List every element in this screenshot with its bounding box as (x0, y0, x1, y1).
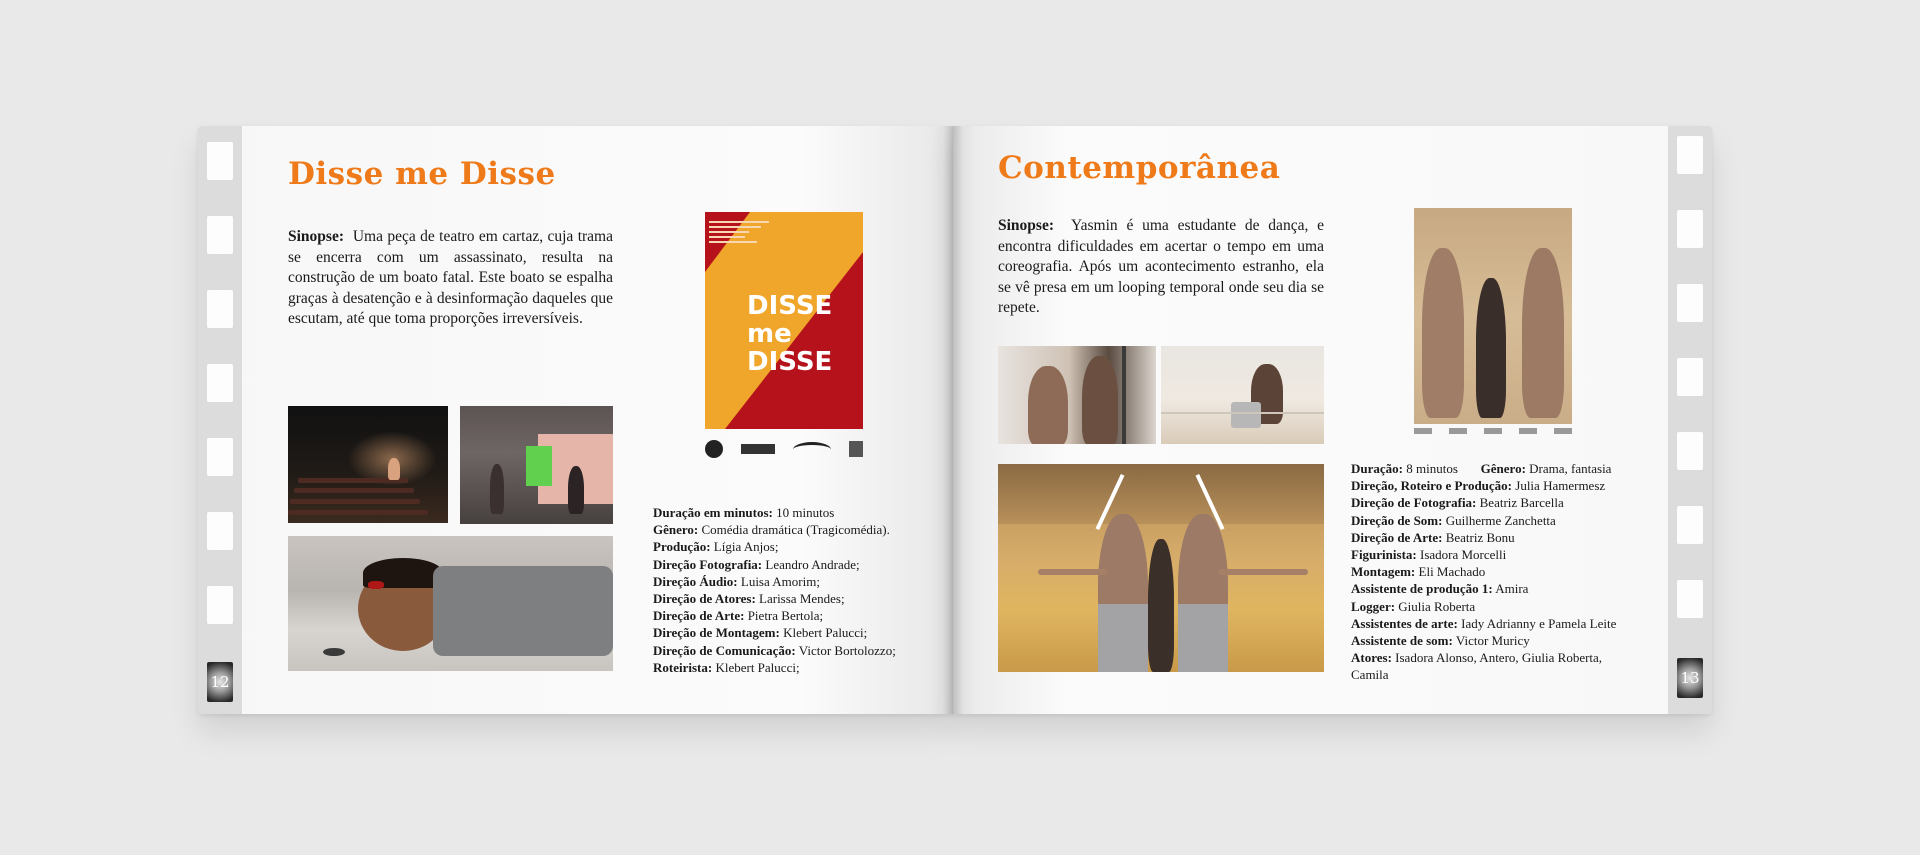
credit-label: Direção de Arte: (1351, 529, 1443, 545)
synopsis (998, 216, 1324, 319)
credit-value: Victor Muricy (1455, 633, 1530, 649)
synopsis-text: Uma peça de teatro em cartaz, cuja trama se encerra com um assassinato, resulta na construção de um boato fatal. Este boato se espalha graças à desatenção e à desinformação daqueles que escutam, até que toma proporções irreversíveis. (288, 228, 613, 327)
credit-value: Iady Adrianny e Pamela Leite (1461, 615, 1617, 631)
credit-value: 8 minutos (1406, 461, 1458, 476)
poster-credit-lines (709, 218, 779, 246)
credit-value: Julia Hamermesz (1515, 478, 1606, 494)
logo-4-icon (849, 441, 863, 457)
dancer-mirror-photo (998, 346, 1156, 444)
synopsis-label: Sinopse: (288, 228, 344, 245)
credit-value: Klebert Palucci; (783, 625, 868, 641)
logo-2-icon (741, 444, 775, 454)
credit-value: Luisa Amorim; (740, 573, 820, 589)
right-page (953, 126, 1712, 714)
credit-label: Assistentes de arte: (1351, 615, 1458, 631)
credit-value: Victor Bortolozzo; (798, 642, 896, 658)
credit-row (653, 642, 943, 659)
actor-on-floor-photo (288, 536, 613, 671)
credit-label: Atores: (1351, 650, 1392, 666)
credit-row (653, 538, 943, 555)
credit-label: Direção de Som: (1351, 512, 1443, 528)
credit-row (653, 504, 943, 521)
theater-audience-photo (288, 406, 448, 523)
open-book (198, 126, 1712, 714)
credit-label: Direção de Comunicação: (653, 642, 796, 658)
credit-value: Isadora Alonso, Antero, Giulia Roberta, Camila (1351, 650, 1603, 683)
credit-label: Direção Áudio: (653, 573, 738, 589)
credit-row (653, 659, 943, 676)
credit-row (1351, 632, 1641, 649)
credit-value: 10 minutos (776, 505, 835, 520)
credit-label: Direção Fotografia: (653, 556, 763, 572)
credit-value: Beatriz Barcella (1479, 495, 1564, 511)
credit-row (1351, 615, 1641, 632)
film-strip-border-left (198, 126, 242, 714)
credit-value: Eli Machado (1418, 564, 1486, 580)
credit-value: Leandro Andrade; (765, 556, 860, 572)
credit-value: Isadora Morcelli (1419, 547, 1507, 563)
synopsis (288, 227, 613, 330)
credit-label: Produção: (653, 539, 711, 555)
credit-row (653, 624, 943, 641)
credit-label: Direção de Atores: (653, 591, 756, 607)
credit-value: Larissa Mendes; (759, 591, 845, 607)
credit-label: Direção, Roteiro e Produção: (1351, 478, 1513, 494)
dancer-sitting-photo (1161, 346, 1324, 444)
credit-row (1351, 580, 1641, 597)
film-poster-image (705, 212, 863, 429)
credit-row (1351, 598, 1641, 615)
credit-row (1351, 546, 1641, 563)
sponsor-logos (705, 438, 863, 460)
credit-row (653, 521, 943, 538)
film-set-photo (460, 406, 613, 524)
credit-label: Roteirista: (653, 659, 713, 675)
credit-label: Assistente de produção 1: (1351, 581, 1493, 597)
credit-row (1351, 529, 1641, 546)
credit-value: Drama, fantasia (1529, 461, 1612, 476)
credit-label: Duração: (1351, 461, 1403, 476)
page-title: Disse me Disse (288, 156, 556, 192)
credit-value: Beatriz Bonu (1445, 529, 1515, 545)
credit-label: Duração em minutos: (653, 505, 773, 520)
credit-label: Gênero: (1480, 461, 1526, 476)
logo-3-icon (793, 442, 831, 457)
credit-row (653, 573, 943, 590)
page-number: 13 (1677, 658, 1703, 698)
credit-value: Lígia Anjos; (713, 539, 779, 555)
credit-value: Klebert Palucci; (715, 659, 800, 675)
credit-label: Gênero: (653, 522, 699, 538)
credit-row (653, 607, 943, 624)
credit-label: Logger: (1351, 598, 1396, 614)
credit-row (653, 556, 943, 573)
page-number: 12 (207, 662, 233, 702)
credit-label: Direção de Arte: (653, 608, 745, 624)
poster-title: DISSE me DISSE (747, 291, 833, 377)
synopsis-text: Yasmin é uma estudante de dança, e encontra dificuldades em acertar o tempo em uma coreografia. Após um acontecimento estranho, ela se vê presa em um looping temporal onde seu dia se repete. (998, 217, 1324, 316)
left-page (198, 126, 953, 714)
credits-rows (1351, 477, 1641, 683)
credit-row (1351, 563, 1641, 580)
credit-row (1351, 512, 1641, 529)
credit-value: Guilherme Zanchetta (1445, 512, 1556, 528)
credit-label: Direção de Montagem: (653, 625, 780, 641)
credit-label: Direção de Fotografia: (1351, 495, 1477, 511)
credit-label: Montagem: (1351, 564, 1416, 580)
poster-credit-lines (1414, 428, 1572, 434)
credit-row (1351, 460, 1641, 477)
logo-1-icon (705, 440, 723, 458)
credit-value: Amira (1495, 581, 1529, 597)
credit-label: Assistente de som: (1351, 633, 1453, 649)
synopsis-label: Sinopse: (998, 217, 1054, 234)
dancers-studio-photo (998, 464, 1324, 672)
credit-row (1351, 649, 1641, 683)
credit-label: Figurinista: (1351, 547, 1417, 563)
film-strip-border-right (1668, 126, 1712, 714)
credits-list (1351, 460, 1641, 684)
credit-row (653, 590, 943, 607)
credits-list (653, 504, 943, 676)
credit-value: Giulia Roberta (1398, 598, 1476, 614)
film-poster-image (1414, 208, 1572, 424)
page-title: Contemporânea (998, 150, 1281, 186)
credit-row (1351, 494, 1641, 511)
credit-row (1351, 477, 1641, 494)
credit-value: Pietra Bertola; (747, 608, 824, 624)
credit-value: Comédia dramática (Tragicomédia). (701, 522, 890, 538)
